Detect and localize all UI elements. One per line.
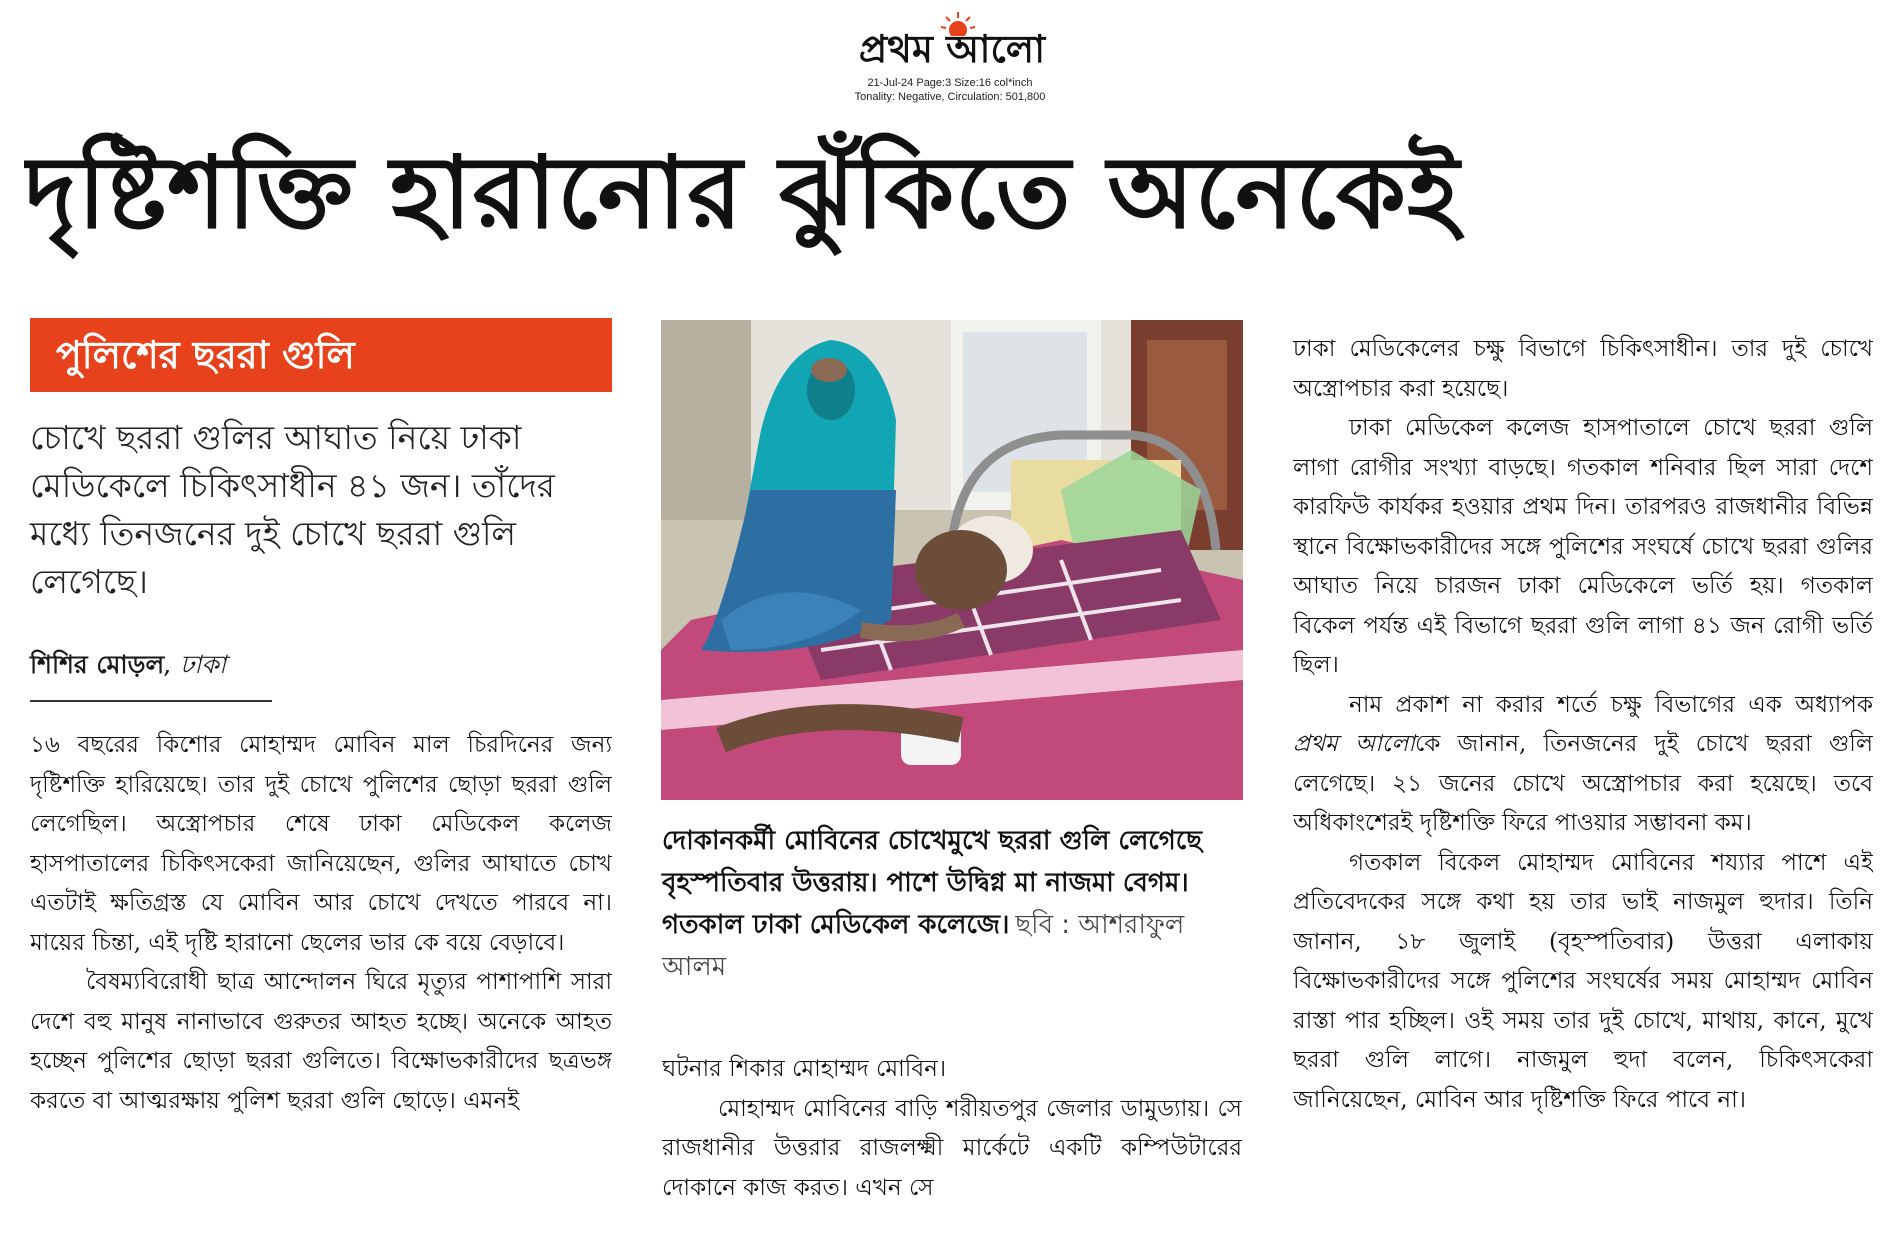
body-column-2 [662,1050,1242,1220]
meta-line-date: 21-Jul-24 Page:3 Size:16 col*inch [867,77,1033,89]
photo-caption [662,820,1242,988]
body-text: নাম প্রকাশ না করার শর্তে চক্ষু বিভাগের এক অধ্যাপক [1349,691,1873,718]
section-tag: পুলিশের ছররা গুলি [30,318,612,392]
body-paragraph: ঢাকা মেডিকেলের চক্ষু বিভাগে চিকিৎসাধীন। তার দুই চোখে অস্ত্রোপচার করা হয়েছে। [1293,336,1873,402]
headline: দৃষ্টিশক্তি হারানোর ঝুঁকিতে অনেকেই [24,134,1460,251]
masthead [0,0,1897,112]
body-paragraph: ঘটনার শিকার মোহাম্মদ মোবিন। [662,1056,947,1082]
body-paragraph: বৈষম্যবিরোধী ছাত্র আন্দোলন ঘিরে মৃত্যুর পাশাপাশি সারা দেশে বহু মানুষ নানাভাবে গুরুতর আহত হচ্ছে। অনেকে আহত হচ্ছেন পুলিশের ছোড়া ছররা গুলিতে। বিক্ষোভকারীদের ছত্রভঙ্গ করতে বা আত্মরক্ষায় পুলিশ ছররা গুলি ছোড়ে। এমনই [30,969,612,1114]
lede-text: চোখে ছররা গুলির আঘাত নিয়ে ঢাকা মেডিকেলে চিকিৎসাধীন ৪১ জন। তাঁদের মধ্যে তিনজনের দুই চোখে ছররা গুলি লেগেছে। [30,418,555,601]
byline-divider [30,700,272,702]
news-photo-illustration [661,320,1243,800]
newspaper-name: প্রথম আলো [1293,731,1415,757]
clipping-meta [820,76,1080,104]
body-paragraph [1293,686,1873,844]
byline-name: শিশির মোড়ল [30,650,165,679]
body-paragraph: ১৬ বছরের কিশোর মোহাম্মদ মোবিন মাল চিরদিনের জন্য দৃষ্টিশক্তি হারিয়েছে। তার দুই চোখে পুলিশের ছোড়া ছররা গুলি লেগেছিল। অস্ত্রোপচার শেষে ঢাকা মেডিকেল কলেজ হাসপাতালের চিকিৎসকেরা জানিয়েছেন, গুলির আঘাতে চোখ এতটাই ক্ষতিগ্রস্ত যে মোবিন আর চোখে দেখতে পারবে না। মায়ের চিন্তা, এই দৃষ্টি হারানো ছেলের ভার কে বয়ে বেড়াবে। [30,732,612,956]
newspaper-logo [812,8,1092,72]
byline-place: , ঢাকা [164,650,227,679]
caption-text: দোকানকর্মী মোবিনের চোখেমুখে ছররা গুলি লেগেছে বৃহস্পতিবার উত্তরায়। পাশে উদ্বিগ্ন মা নাজমা বেগম। গতকাল ঢাকা মেডিকেল কলেজে। [662,826,1203,940]
lede [30,414,612,606]
news-photo [661,320,1243,800]
body-paragraph: মোহাম্মদ মোবিনের বাড়ি শরীয়তপুর জেলার ডামুড্যায়। সে রাজধানীর উত্তরার রাজলক্ষ্মী মার্কেটে একটি কম্পিউটারের দোকানে কাজ করত। এখন সে [662,1095,1242,1201]
body-text: কে জানান, তিনজনের দুই চোখে ছররা গুলি লেগেছে। ২১ জনের চোখে অস্ত্রোপচার করা হয়েছে। তবে অধিকাংশেরই দৃষ্টিশক্তি ফিরে পাওয়ার সম্ভাবনা কম। [1293,731,1873,836]
photo-credit: ছবি : আশরাফুল আলম [662,910,1185,982]
body-column-1 [30,726,612,1216]
body-paragraph: গতকাল বিকেল মোহাম্মদ মোবিনের শয্যার পাশে এই প্রতিবেদকের সঙ্গে কথা হয় তার ভাই নাজমুল হুদার। তিনি জানান, ১৮ জুলাই (বৃহস্পতিবার) উত্তরা এলাকায় বিক্ষোভকারীদের সঙ্গে পুলিশের সংঘর্ষের সময় মোহাম্মদ মোবিন রাস্তা পার হচ্ছিল। ওই সময় তার দুই চোখে, মাথায়, কানে, মুখে ছররা গুলি লাগে। নাজমুল হুদা বলেন, চিকিৎসকেরা জানিয়েছেন, মোবিন আর দৃষ্টিশক্তি ফিরে পাবে না। [1293,849,1873,1113]
body-column-3 [1293,330,1873,1220]
byline [30,645,350,685]
meta-line-tonality: Tonality: Negative, Circulation: 501,800 [854,91,1046,103]
logo-text: প্রথম আলো [858,27,1046,71]
body-paragraph: ঢাকা মেডিকেল কলেজ হাসপাতালে চোখে ছররা গুলি লাগা রোগীর সংখ্যা বাড়ছে। গতকাল শনিবার ছিল সারা দেশে কারফিউ কার্যকর হওয়ার প্রথম দিন। তারপরও রাজধানীর বিভিন্ন স্থানে বিক্ষোভকারীদের সঙ্গে পুলিশের সংঘর্ষে চোখে ছররা গুলির আঘাত নিয়ে চারজন ঢাকা মেডিকেলে ভর্তি হয়। গতকাল বিকেল পর্যন্ত এই বিভাগে ছররা গুলি লাগা ৪১ জন রোগী ভর্তি ছিল। [1293,415,1873,678]
